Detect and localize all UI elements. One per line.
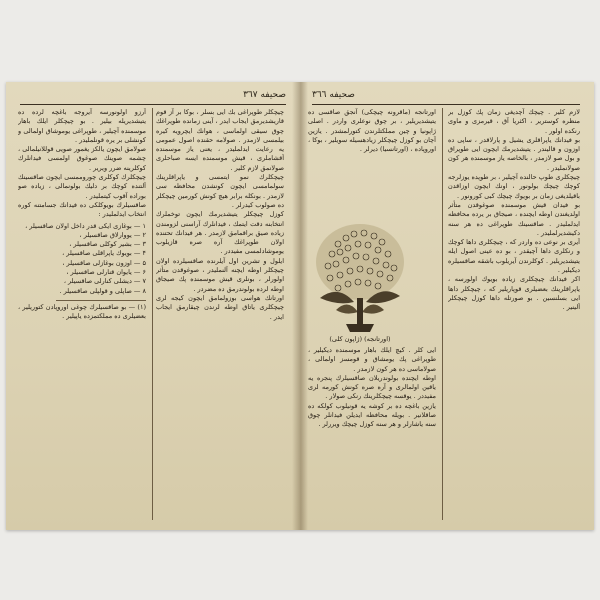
right-page-header: صحيفه ٣٦٦ [312, 90, 355, 100]
paragraph: بو فيدان قيش موسمنده صوغوقدن متأثر اولديغندن اوطه ايچنده ، صيجاق بر يرده محافظه ايدلمليدر . صاقسينك طوپراغى ده هر سنه دكيشديرلمليدر . [448, 200, 580, 237]
paragraph: چيچكلر طوپراغى بك ايى بسلر ، بوكا بر آز قوم قاريشديرمق ايجاب ايدر ، آينى زمانده طوپراغك چوق سيقى اولماسى ، هوانك ايچرويه كيره بيلمسى لازمدر . صولامه حقنده اصول عمومى يه رعايت ايدلمليدر ، يعنى ياز موسمنده آقشاملرى ، قيش موسمنده ايسه صباحلرى صولانمق لازم كلير . [156, 108, 284, 172]
list-item: ۳ — بشير كوكلى صاقسيلر ، [69, 240, 146, 249]
right-page-right-column [448, 108, 580, 520]
list-item: ۱ — بوغازى ايكى قدر داخل اولان صاقسيلر ، [25, 221, 146, 230]
right-page-column-divider [442, 108, 443, 520]
footnote: (۱) — بو صاقسيلرك چوغى اوروپادن كتوريلير ، بعضيلرى ده مملكتمزده ياپيلير . [18, 302, 146, 321]
paragraph: آرزو اولونورسه آيروجه باغچه لرده ده يتيشديريله بيلير . بو چيچكلر ايلك باهار موسمنده آچيلير ، طوپراغى يوموشاق اولمالى و كونشلى بر يره قونلمليدر . [18, 108, 146, 144]
left-page-right-column [156, 108, 284, 520]
footnote-rule [56, 300, 146, 301]
right-header-rule [312, 104, 580, 105]
paragraph: ايلول و تشرين اول آيلرنده صاقسيلرده اولان چيچكلر اوطه ايچنه آلنمليدر ، صوغوقدن متأثر اولورلر ، بونلرى قيش موسمنده پك صيجاق اوطه لرده بولوندرمق ده مضردر . [156, 256, 284, 293]
left-page-column-divider [152, 108, 153, 520]
paragraph: اكر فيدانك چيچكلرى زياده بويوك اولورسه ، ياپراقلرينك بعضيلرى قوپاريلير كه ، چيچكلر داها ايى بسلنسين . بو صورتله داها كوزل چيچكلر آلينير . [448, 275, 580, 312]
paragraph: لازم كلير . چيچك آچديغى زمان پك كوزل بر منظره كوسترير ، اكثريا آق ، قيرمزى و ماوى رنكده اولور . [448, 108, 580, 135]
paragraph: صاقسيلرك بويوكلكى ده فيدانك جسامتنه كوره انتخاب ايدلمليدر : [18, 200, 146, 219]
list-item: ۷ — ديشلى كنارلى صاقسيلر ، [63, 277, 146, 286]
list-item: ۲ — يووارلاق صاقسيلر ، [79, 230, 146, 239]
left-header-rule [20, 104, 286, 105]
paragraph: اوطه ايچنده بولوندريلان صاقسيلرك پنجره يه ياقين اولمالرى و آره صره كونش كورمه لرى مفيددر . يوقسه چيچكلرينك رنكى صولار . [308, 373, 436, 401]
book-gutter [292, 82, 308, 530]
paragraph: آيرى بر نوعى ده واردر كه ، چيچكلرى داها كوچك و رنكلرى داها آچيقدر ، بو ده عينى اصول ايله يتيشديريلير . كوكلرندن آيريلوب باشقه صاقسيلره ديكيلير . [448, 238, 580, 275]
paragraph: ايى كلر . كيچ ايلك باهار موسمنده ديكيلير ، طوپراغى پك يومشاق و قومسز اولمالى ، صولاماسى ده هر كون لازمدر . [308, 346, 436, 373]
book-spread [6, 82, 594, 530]
figure-caption: (اورتانجه) (ژاپون كلى) [329, 335, 391, 343]
left-page-header: صحيفه ٣٦٧ [243, 90, 286, 100]
list-item: ۵ — اوزون بوغازلى صاقسيلر ، [62, 258, 146, 267]
paragraph: چيچكلرى طوپ حالنده آچيلير ، بر طوپده يوزلرجه كوچك چيچك بولونور ، اونك ايچون اوزاقدن باقيلديغى زمان بر بويوك چيچك كبى كورونور . [448, 173, 580, 200]
paragraph: اورتانجه (ماقرونه چيچكى) آنجق صاقسى ده يتيشديريلير ، بر چوق نوعلرى واردر . اصلى ژاپونيا و چين مملكتلرندن كتورلمشدر . يازين آچان بو كوزل چيچكلر زيادهسيله سويلير ، بوكا ، اوروپاده ، (اورتانسيا) ديرلر . [308, 108, 436, 154]
paragraph: بو فيدانك ياپراقلرى يشيل و پارلاقدر ، ساپى ده اوزون و قاليندر . يتيشديرمك ايچون ايى طوپراق و بول صو لازمدر ، بالخاصه ياز موسمنده هر كون صولانمليدر . [448, 135, 580, 172]
list-item: ۶ — يايوان قنارلى صاقسيلر ، [66, 268, 146, 277]
right-page-left-column-top [308, 108, 436, 212]
left-page-left-column [18, 108, 146, 520]
hydrangea-illustration [308, 214, 412, 334]
paragraph: چيچكلرك كوكلرى چوروممسى ايچون صاقسينك آلتنده كوچك بر دليك بولونمالى ، زياده صو بوراده آقوب كيتمليدر . [18, 173, 146, 200]
left-page [6, 82, 300, 530]
paragraph: چيچكلرك نمو ايتمسى و ياپراقلرينك سولمامسى ايچون كونشدن محافظه سى لازمدر . بونكله برابر هيچ كونش كورمين چيچكلر ده صولوب كيدرلر . [156, 173, 284, 209]
paragraph: اورتانك هواسى بوزولمامق ايچون كيجه لرى چيچكلرى ياتاق اوطه لرندن چيقارمق ايجاب ايدر . [156, 293, 284, 321]
right-page-left-column-bottom [308, 346, 436, 520]
right-page [300, 82, 594, 530]
paragraph: كوزل چيچكلر يتيشديرمك ايچون توخملرك انتخابنه دقت ايتمك ، فيدانلرك آراسنى لزومندن زياده صيق براقمامق لازمدر . هر فيدانك تحتنده اولان طوپراغك آره صره قازيلوب يوموشادلمسى مفيددر . [156, 210, 284, 256]
pot-types-list [18, 222, 146, 296]
paragraph: صولامق ايچون يالكز يغمور صويى قوللانيلمالى ، چشمه صوينك صوغوق اولمسى فيدانلرك كوكلرينه ضرر ويرير . [18, 145, 146, 172]
paragraph: يازين باغچه ده بر كوشه يه قونيلوب كولكه ده صاقلانير . بويله محافظه ايديلن فيدانلر چوق سنه ياشارلر و هر سنه كوزل چيچك ويررلر . [308, 401, 436, 429]
list-item: ۴ — بويوك ياپراقلى صاقسيلر ، [62, 249, 146, 258]
list-item: ۸ — صاپلى و قولپلى صاقسيلر . [59, 286, 146, 295]
